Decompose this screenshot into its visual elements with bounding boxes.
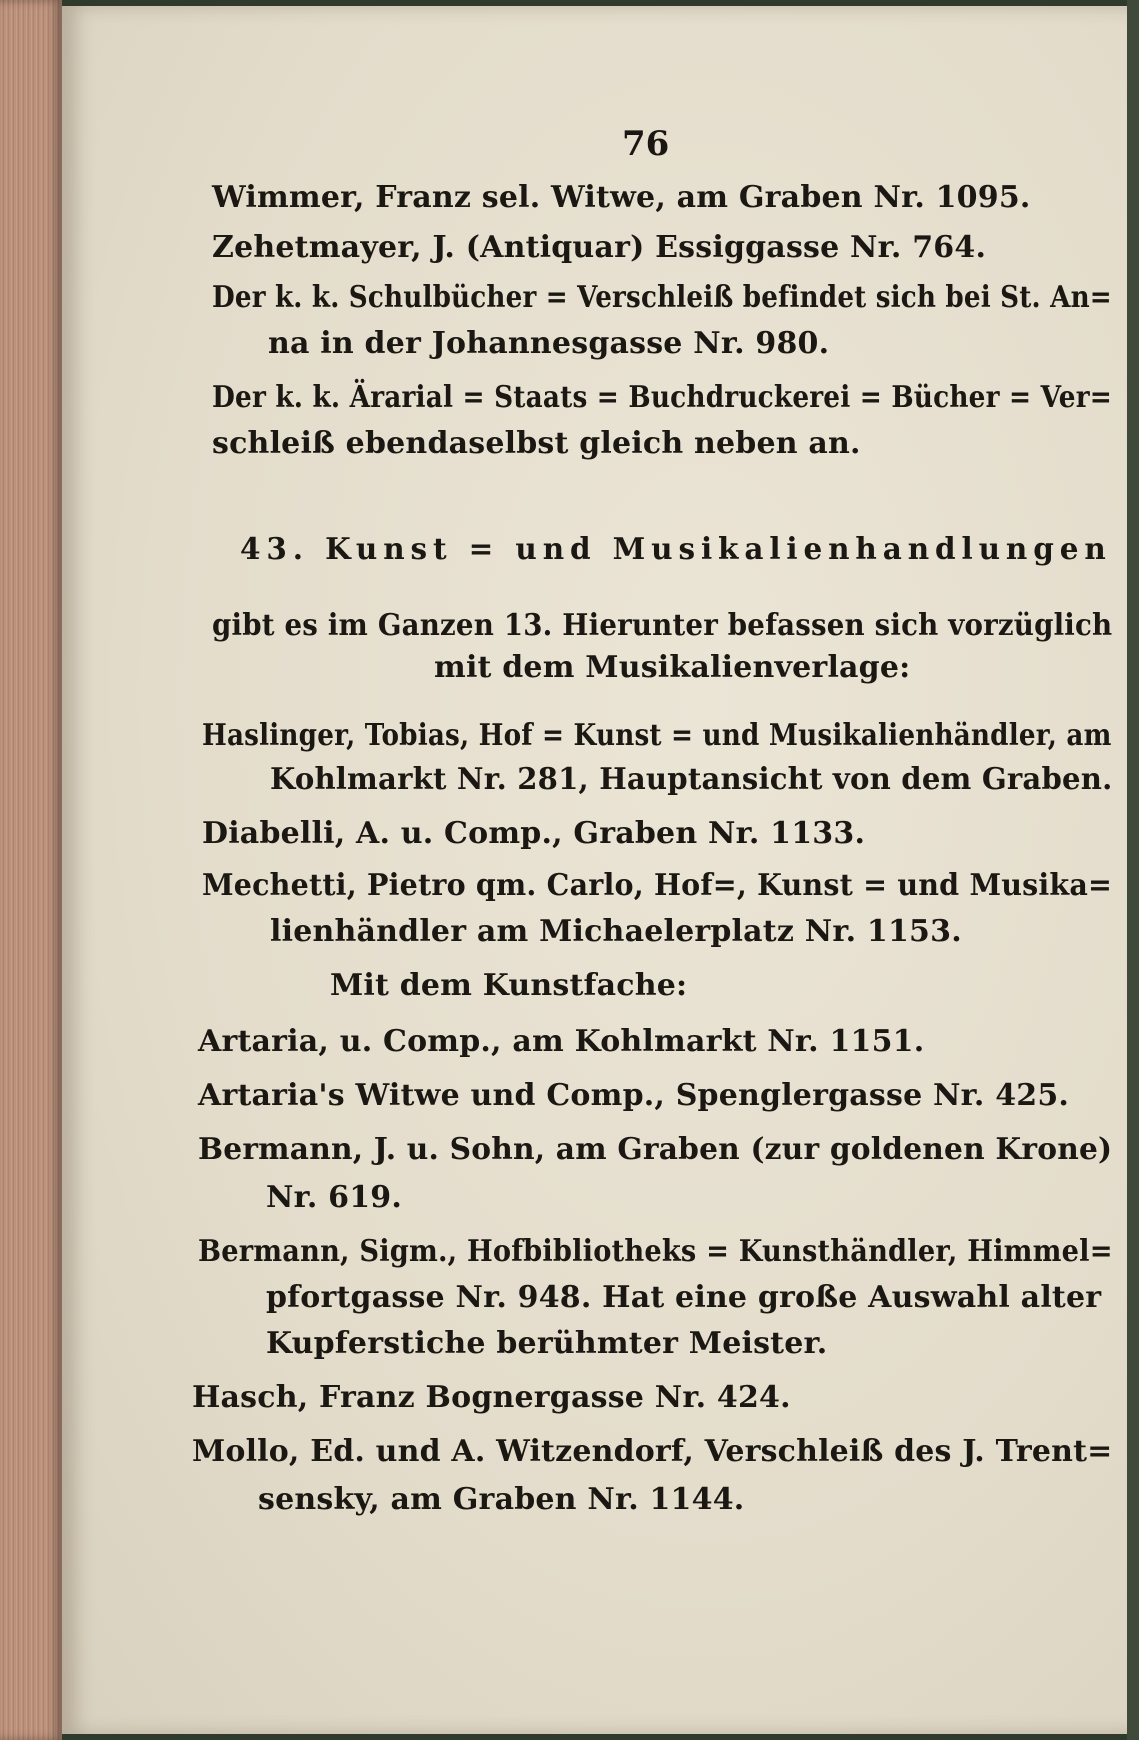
text-line: Diabelli, A. u. Comp., Graben Nr. 1133.: [202, 816, 866, 851]
text-line: Artaria, u. Comp., am Kohlmarkt Nr. 1151.: [198, 1024, 925, 1059]
text-line: Bermann, J. u. Sohn, am Graben (zur goldenen Krone): [198, 1132, 1113, 1167]
text-line: Artaria's Witwe und Comp., Spenglergasse Nr. 425.: [198, 1078, 1070, 1113]
text-line: Mechetti, Pietro qm. Carlo, Hof=, Kunst = und Musika=: [202, 868, 1113, 903]
text-line: Bermann, Sigm., Hofbibliotheks = Kunsthändler, Himmel=: [198, 1234, 1113, 1269]
text-line: Kupferstiche berühmter Meister.: [266, 1326, 828, 1361]
section-heading: 43. Kunst = und Musikalienhandlungen: [240, 532, 1112, 567]
text-line: Nr. 619.: [266, 1180, 403, 1215]
text-line: lienhändler am Michaelerplatz Nr. 1153.: [270, 914, 962, 949]
text-line: Wimmer, Franz sel. Witwe, am Graben Nr. 1095.: [212, 180, 1031, 215]
text-line: gibt es im Ganzen 13. Hierunter befassen sich vorzüglich: [212, 608, 1113, 643]
text-line: Der k. k. Ärarial = Staats = Buchdruckerei = Bücher = Ver=: [212, 380, 1113, 415]
text-line: schleiß ebendaselbst gleich neben an.: [212, 426, 861, 461]
page-edges: [0, 0, 62, 1740]
text-line: mit dem Musikalienverlage:: [434, 650, 911, 685]
text-line: Hasch, Franz Bognergasse Nr. 424.: [192, 1380, 791, 1415]
text-line: Haslinger, Tobias, Hof = Kunst = und Musikalienhändler, am: [202, 718, 1112, 753]
text-line: Zehetmayer, J. (Antiquar) Essiggasse Nr. 764.: [212, 230, 987, 265]
binding-edge: [1127, 0, 1139, 1740]
text-line: sensky, am Graben Nr. 1144.: [258, 1482, 745, 1517]
text-line: na in der Johannesgasse Nr. 980.: [268, 326, 830, 361]
text-line: Der k. k. Schulbücher = Verschleiß befindet sich bei St. An=: [212, 280, 1112, 315]
text-line: Mollo, Ed. und A. Witzendorf, Verschleiß des J. Trent=: [192, 1434, 1113, 1469]
page: [62, 6, 1130, 1734]
text-line: Kohlmarkt Nr. 281, Hauptansicht von dem Graben.: [270, 762, 1113, 797]
page-number: 76: [622, 124, 670, 164]
text-line: Mit dem Kunstfache:: [330, 968, 688, 1003]
text-line: pfortgasse Nr. 948. Hat eine große Auswahl alter: [266, 1280, 1102, 1315]
